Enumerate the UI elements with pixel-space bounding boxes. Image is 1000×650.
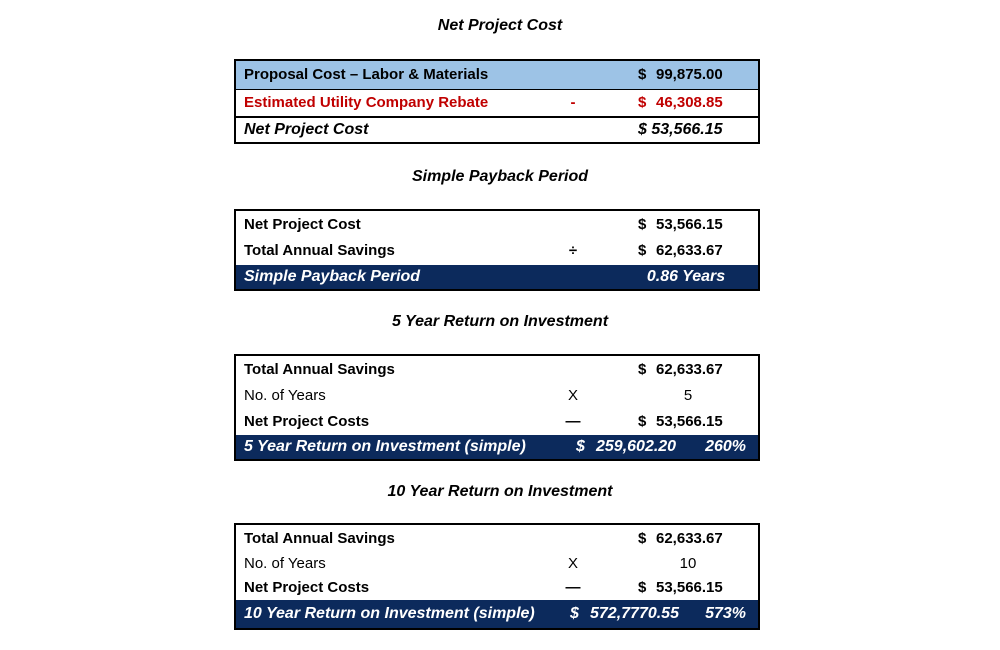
- section-title-simple-payback: Simple Payback Period: [411, 168, 589, 185]
- row-currency: $: [570, 605, 579, 622]
- table-row: [236, 576, 758, 600]
- row-amount: 53,566.15: [656, 413, 723, 430]
- row-amount: 62,633.67: [656, 530, 723, 547]
- row-currency: $: [638, 94, 647, 111]
- row-percent: 573%: [705, 605, 746, 622]
- simple-payback-table: [234, 209, 760, 291]
- section-title-net-project-cost: Net Project Cost: [437, 17, 563, 34]
- table-row: [236, 409, 758, 435]
- row-currency: $: [638, 579, 647, 596]
- row-label: Total Annual Savings: [244, 242, 395, 259]
- row-currency: $: [638, 216, 647, 233]
- table-row-total: [236, 116, 758, 142]
- row-amount: 259,602.20: [596, 438, 677, 455]
- minus-icon: —: [565, 579, 581, 596]
- row-label: Total Annual Savings: [244, 361, 395, 378]
- five-year-roi-table: [234, 354, 760, 461]
- row-label: No. of Years: [244, 555, 326, 572]
- row-label: Total Annual Savings: [244, 530, 395, 547]
- section-title-5-year-roi: 5 Year Return on Investment: [391, 313, 609, 330]
- section-title-10-year-roi: 10 Year Return on Investment: [387, 483, 613, 500]
- row-label: Simple Payback Period: [244, 268, 421, 285]
- row-label: Net Project Cost: [244, 121, 369, 138]
- table-row: [236, 383, 758, 409]
- row-currency: $: [576, 438, 585, 455]
- table-row: [236, 356, 758, 383]
- table-row-result: [236, 600, 758, 628]
- row-currency: $: [638, 413, 647, 430]
- row-currency: $: [638, 66, 647, 83]
- row-amount: 46,308.85: [656, 94, 723, 111]
- row-operator: -: [570, 94, 576, 111]
- multiply-icon: X: [567, 387, 578, 404]
- row-amount: $ 53,566.15: [638, 121, 723, 138]
- row-amount: 99,875.00: [656, 66, 723, 83]
- row-currency: $: [638, 242, 647, 259]
- ten-year-roi-table: [234, 523, 760, 630]
- minus-icon: —: [565, 413, 581, 430]
- row-percent: 260%: [705, 438, 746, 455]
- table-row: [236, 90, 758, 116]
- row-label: Estimated Utility Company Rebate: [244, 94, 489, 111]
- row-label: No. of Years: [244, 387, 326, 404]
- row-label: Net Project Cost: [244, 216, 361, 233]
- table-row-result: [236, 435, 758, 459]
- table-row: [236, 552, 758, 576]
- row-amount: 53,566.15: [656, 216, 723, 233]
- multiply-icon: X: [567, 555, 578, 572]
- row-currency: $: [638, 361, 647, 378]
- net-project-cost-table: [234, 59, 760, 144]
- row-label: Net Project Costs: [244, 579, 370, 596]
- row-label: Net Project Costs: [244, 413, 370, 430]
- divide-icon: ÷: [568, 242, 578, 259]
- row-amount: 62,633.67: [656, 242, 723, 259]
- table-row: [236, 211, 758, 238]
- table-row: [236, 61, 758, 90]
- row-currency: $: [638, 530, 647, 547]
- table-row: [236, 525, 758, 552]
- row-amount: 62,633.67: [656, 361, 723, 378]
- table-row: [236, 238, 758, 265]
- row-label: Proposal Cost – Labor & Materials: [244, 66, 489, 83]
- row-amount: 53,566.15: [656, 579, 723, 596]
- table-row-result: [236, 265, 758, 289]
- row-label: 10 Year Return on Investment (simple): [244, 605, 535, 622]
- row-amount: 0.86 Years: [646, 268, 726, 285]
- row-amount: 5: [683, 387, 693, 404]
- row-amount: 572,7770.55: [590, 605, 679, 622]
- row-amount: 10: [679, 555, 697, 572]
- row-label: 5 Year Return on Investment (simple): [244, 438, 526, 455]
